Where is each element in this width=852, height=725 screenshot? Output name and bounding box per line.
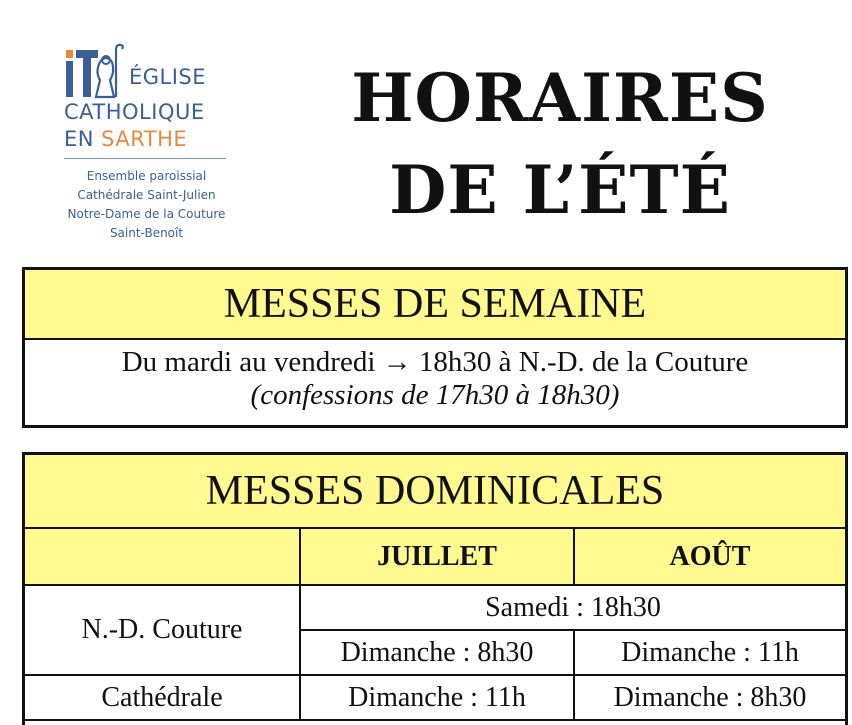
weekly-masses-box <box>22 267 848 428</box>
header-cell-aout: AOÛT <box>574 529 845 585</box>
time-cell-juillet: Dimanche : 11h <box>300 675 574 720</box>
parish-line: Saint-Benoît <box>109 226 184 240</box>
logo-word-catholique: CATHOLIQUE <box>64 100 205 124</box>
title-line-2: DE L’ÉTÉ <box>389 151 731 229</box>
parish-line: Notre-Dame de la Couture <box>67 207 226 221</box>
sunday-masses-title: MESSES DOMINICALES <box>25 455 845 529</box>
weekly-masses-title: MESSES DE SEMAINE <box>25 270 845 340</box>
logo-divider <box>64 158 226 159</box>
saint-figure-icon <box>64 42 124 100</box>
table-row <box>25 675 845 720</box>
parish-line: Ensemble paroissial <box>86 169 207 183</box>
sunday-schedule-table <box>25 529 845 721</box>
page-title <box>300 52 820 236</box>
table-row <box>25 585 845 630</box>
sunday-masses-box <box>22 452 848 725</box>
header-cell-juillet: JUILLET <box>300 529 574 585</box>
shared-time-cell: Samedi : 18h30 <box>300 585 845 630</box>
parish-names <box>60 167 233 243</box>
logo-word-eglise: ÉGLISE <box>129 65 207 89</box>
confessions-note: (confessions de 17h30 à 18h30) <box>250 379 620 411</box>
logo-word-sarthe: EN SARTHE <box>64 127 188 151</box>
parish-line: Cathédrale Saint-Julien <box>77 188 216 202</box>
header-cell-empty <box>25 529 300 585</box>
time-cell-juillet: Dimanche : 8h30 <box>300 630 574 675</box>
title-line-1: HORAIRES <box>351 59 769 137</box>
weekly-schedule: Du mardi au vendredi → 18h30 à N.-D. de la Couture <box>121 346 749 378</box>
diocese-logo <box>60 38 245 243</box>
time-cell-aout: Dimanche : 8h30 <box>574 675 845 720</box>
place-cell: N.-D. Couture <box>25 585 300 675</box>
table-header-row <box>25 529 845 585</box>
time-cell-aout: Dimanche : 11h <box>574 630 845 675</box>
place-cell: Cathédrale <box>25 675 300 720</box>
